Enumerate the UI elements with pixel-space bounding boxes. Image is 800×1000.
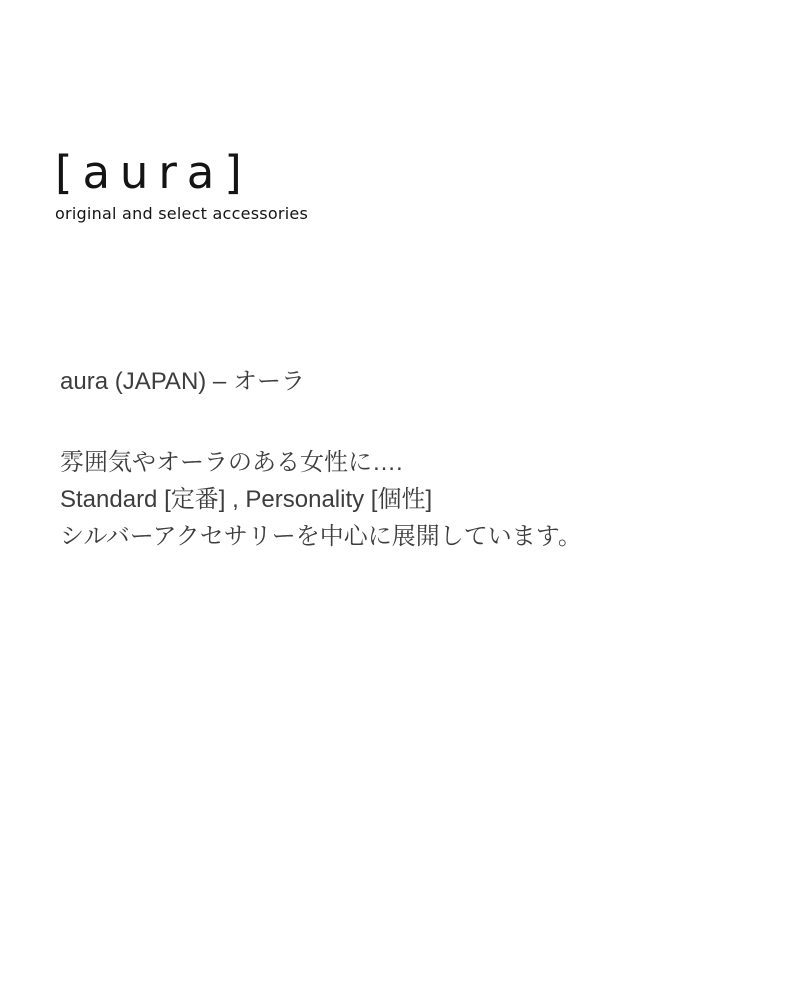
brand-logo: [55, 148, 308, 223]
description-line: Standard [定番] , Personality [個性]: [60, 485, 433, 513]
brand-description: [60, 444, 582, 555]
brand-description-section: [60, 368, 582, 555]
logo-tagline: original and select accessories: [55, 203, 309, 223]
logo-text: [aura]: [55, 146, 252, 199]
description-line: シルバーアクセサリーを中心に展開しています。: [60, 522, 582, 550]
brand-heading: aura (JAPAN) – オーラ: [60, 368, 305, 395]
description-line: 雰囲気やオーラのある女性に….: [60, 448, 403, 476]
